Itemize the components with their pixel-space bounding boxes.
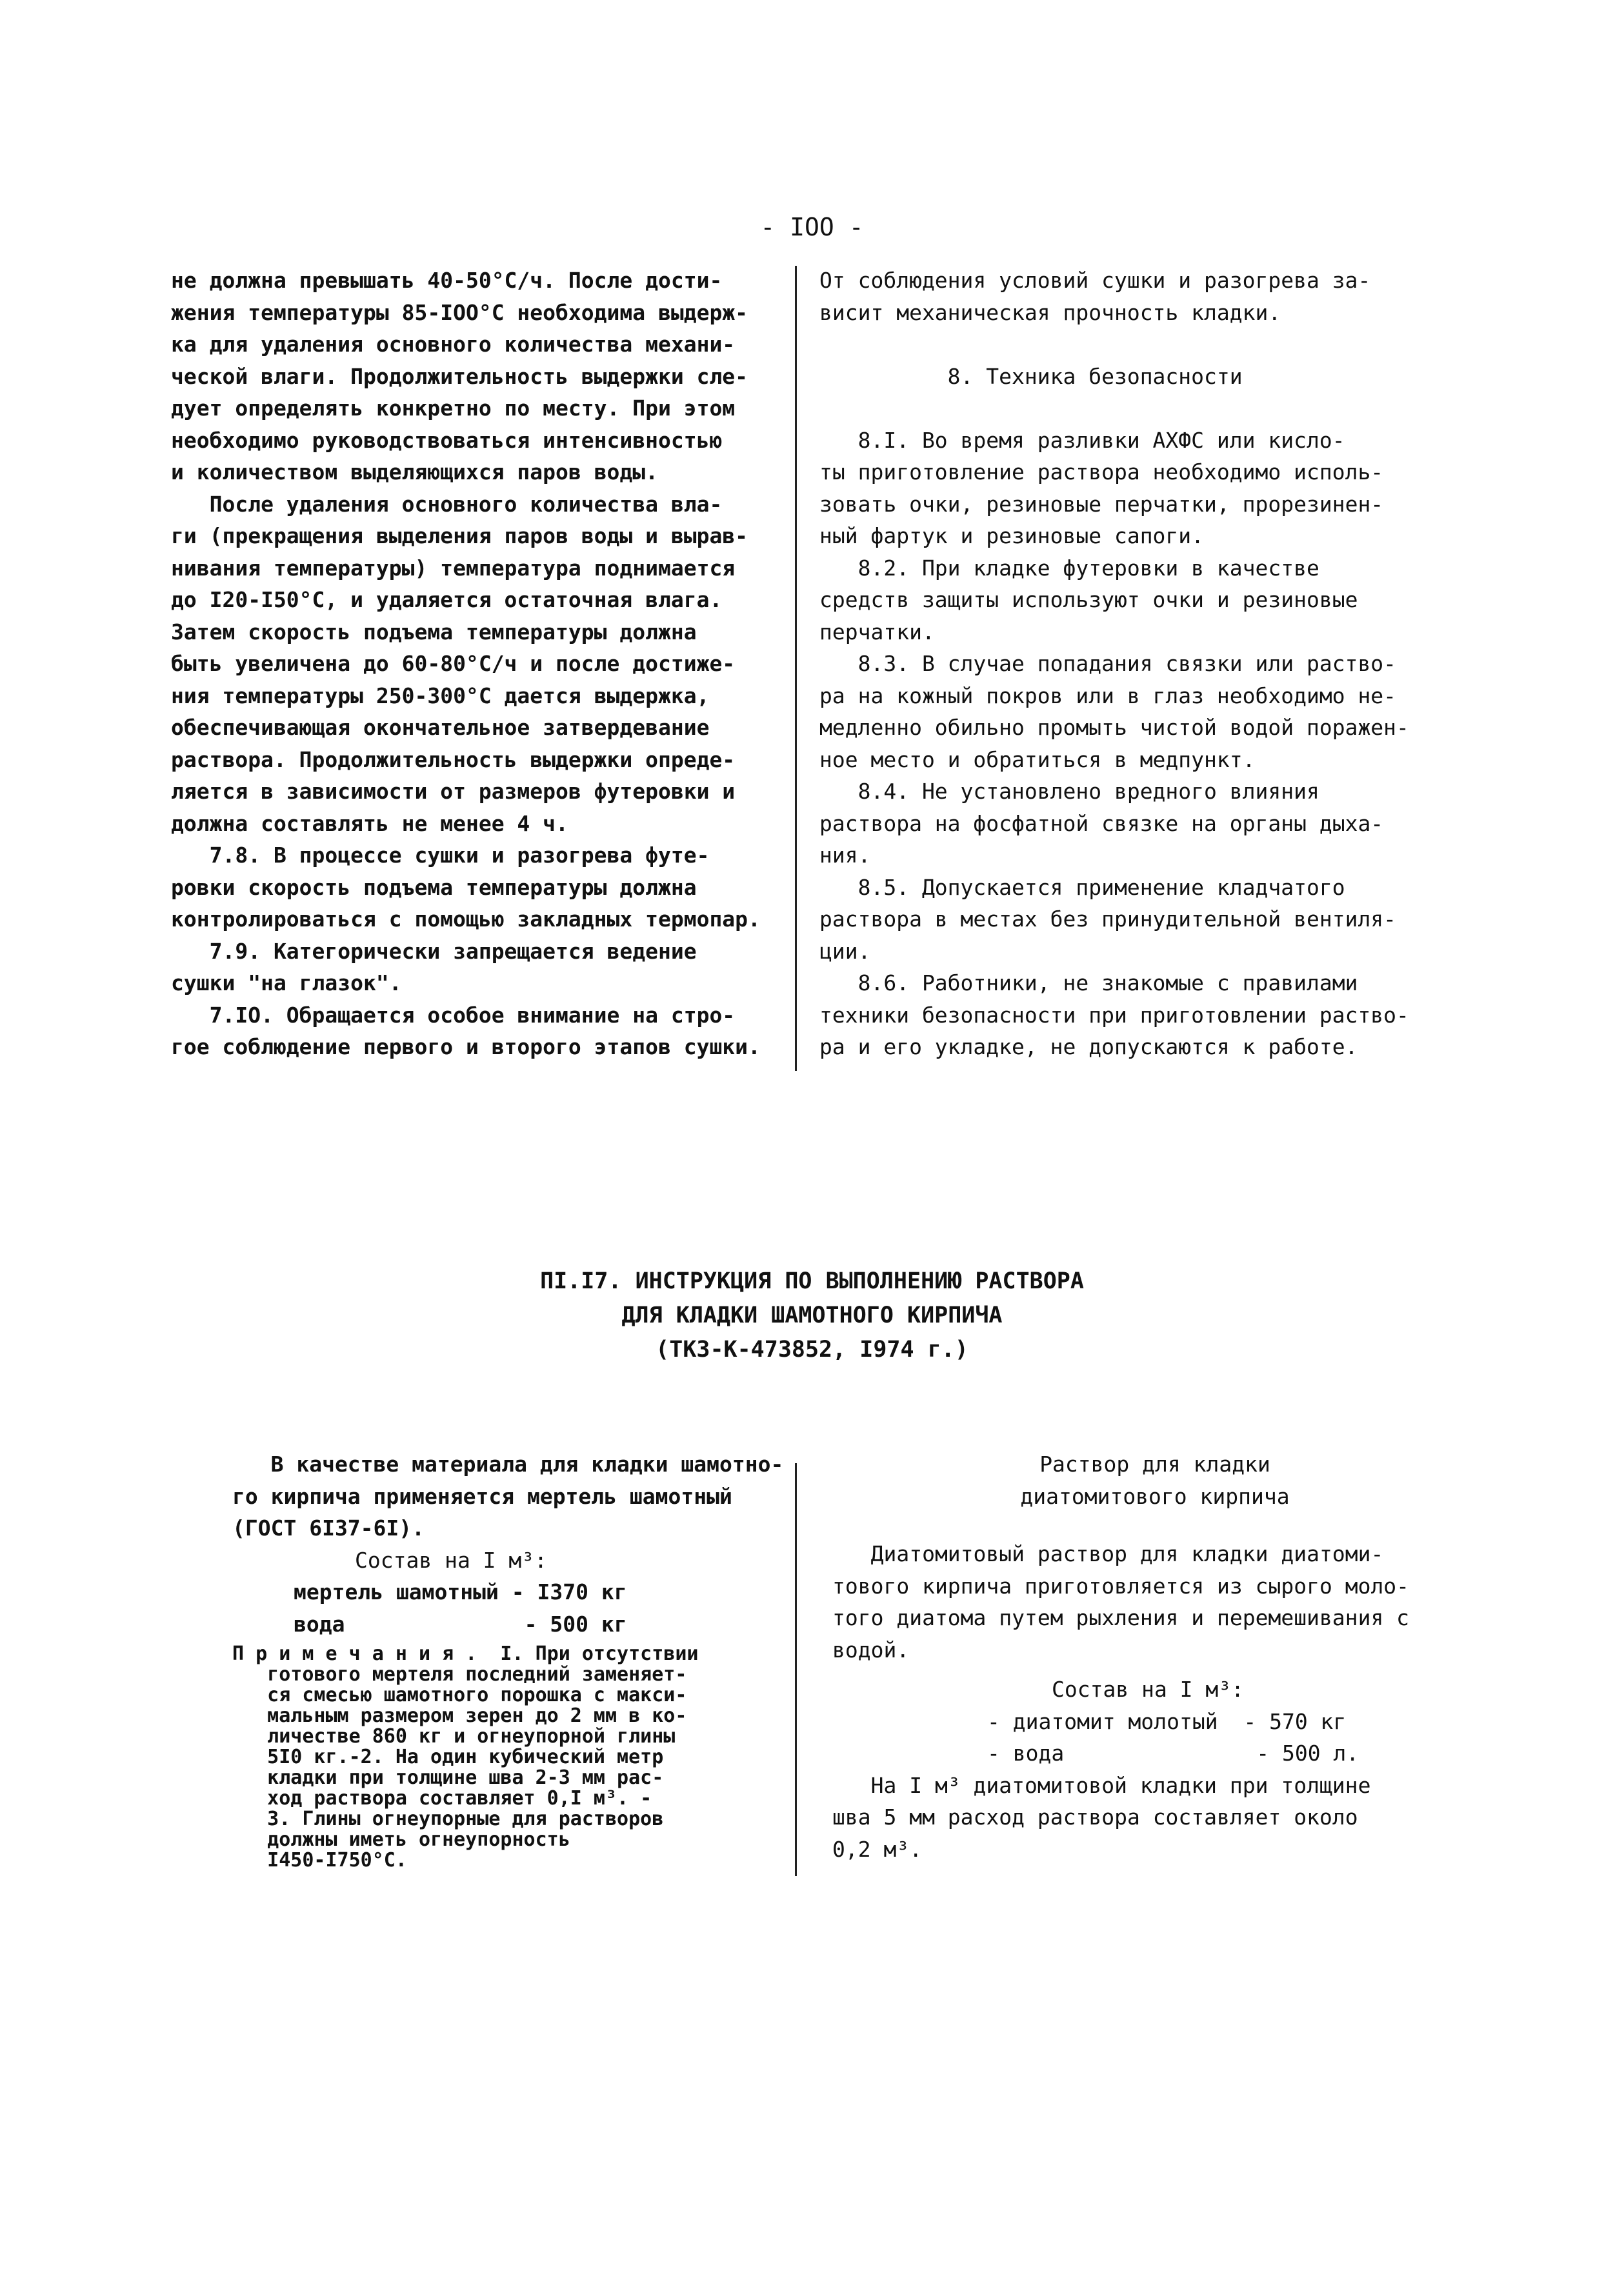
text-line: ты приготовление раствора необходимо исполь- [819,459,1384,485]
composition-item: вода - 500 кг [294,1611,627,1637]
text-line: до I20-I50°С, и удаляется остаточная влага. [171,587,723,612]
text-line: должна составлять не менее 4 ч. [171,810,568,836]
title-line: диатомитового кирпича [1020,1483,1290,1509]
text-line: дует определять конкретно по месту. При этом [171,395,736,421]
note-line: должны иметь огнеупорность [232,1828,570,1851]
text-line: На I м³ диатомитовой кладки при толщине [832,1772,1371,1798]
text-line: жения температуры 85-IOO°С необходима выдерж- [171,299,748,325]
bottom-left-column [232,1448,787,1871]
text-line: В качестве материала для кладки шамотно- [232,1452,784,1477]
text-line: ческой влаги. Продолжительность выдержки сле- [171,363,748,389]
text-line: средств защиты используют очки и резиновые [819,587,1358,612]
title-line: Раствор для кладки [1039,1452,1270,1477]
text-line: ный фартук и резиновые сапоги. [819,523,1205,548]
text-line: ги (прекращения выделения паров воды и вырав- [171,523,748,548]
text-line: 8.2. При кладке футеровки в качестве [819,555,1319,581]
text-line: 8.5. Допускается применение кладчатого [819,874,1345,900]
text-line: 0,2 м³. [832,1836,923,1862]
text-line: не должна превышать 40-50°С/ч. После дости- [171,268,723,293]
text-line: ное место и обратиться в медпункт. [819,746,1256,772]
text-line: перчатки. [819,619,935,644]
text-line: ния. [819,843,871,868]
text-line: 7.IO. Обращается особое внимание на стро- [171,1002,736,1028]
text-line: раствора. Продолжительность выдержки опреде- [171,746,736,772]
text-line: После удаления основного количества вла- [171,491,723,517]
note-line: личестве 860 кг и огнеупорной глины [232,1725,676,1748]
column-divider-bottom [795,1463,797,1876]
text-line: ния температуры 250-300°С дается выдержка, [171,683,710,708]
text-line: быть увеличена до 60-80°С/ч и после достиже- [171,651,736,676]
note-line: ся смесью шамотного порошка с макси- [232,1684,687,1706]
text-line: ляется в зависимости от размеров футеровки и [171,779,736,804]
text-line: медленно обильно промыть чистой водой поражен- [819,715,1409,740]
note-line: 3. Глины огнеупорные для растворов [232,1808,664,1830]
text-line: того диатома путем рыхления и перемешивания с [832,1605,1410,1630]
bottom-right-column [832,1448,1478,1865]
intro-paragraph [232,1448,787,1544]
note-line: 5I0 кг.-2. На один кубический метр [232,1746,664,1768]
text-line: 7.8. В процессе сушки и разогрева футе- [171,843,710,868]
text-line: 8. Техника безопасности [819,363,1243,389]
text-line: необходимо руководствоваться интенсивностью [171,427,723,453]
note-line: кладки при толщине шва 2-3 мм рас- [232,1766,664,1789]
text-line: нивания температуры) температура поднимается [171,555,736,581]
text-line: 8.4. Не установлено вредного влияния [819,779,1319,804]
subsection-title [832,1448,1478,1512]
composition-title: Состав на I м³: [355,1547,548,1573]
text-line: обеспечивающая окончательное затвердевание [171,715,710,740]
note-line: П р и м е ч а н и я . I. При отсутствии [232,1643,699,1665]
text-line: тового кирпича приготовляется из сырого моло- [832,1573,1410,1599]
text-line: 7.9. Категорически запрещается ведение [171,938,697,964]
diatomite-paragraph [832,1538,1478,1666]
text-line: 8.I. Во время разливки АХФС или кисло- [819,427,1345,453]
note-line: ход раствора составляет 0,I м³. - [232,1787,652,1810]
note-line: готового мертеля последний заменяет- [232,1663,687,1686]
note-line: I450-I750°С. [232,1849,407,1872]
text-line: Затем скорость подъема температуры должна [171,619,697,644]
text-line: Диатомитовый раствор для кладки диатоми- [832,1541,1384,1566]
composition-item: - вода - 500 л. [987,1741,1359,1766]
note-line: мальным размером зерен до 2 мм в ко- [232,1704,687,1727]
column-divider-top [795,266,797,1071]
text-line: ра и его укладке, не допускаются к работе. [819,1034,1358,1059]
text-line: раствора на фосфатной связке на органы дыха- [819,810,1384,836]
page-number: - IOO - [760,213,864,241]
text-line: (ГОСТ 6I37-6I). [232,1515,425,1541]
heading-line: ДЛЯ КЛАДКИ ШАМОТНОГО КИРПИЧА [621,1303,1003,1328]
consumption-paragraph [832,1770,1478,1866]
text-line: 8.6. Работники, не знакомые с правилами [819,970,1358,995]
text-line: и количеством выделяющихся паров воды. [171,459,658,485]
text-line [819,328,1497,361]
text-line: сушки "на глазок". [171,970,402,995]
composition-list [832,1706,1478,1770]
top-left-column [171,265,784,1063]
text-line: шва 5 мм расход раствора составляет около [832,1804,1358,1830]
composition-title: Состав на I м³: [1052,1677,1245,1702]
heading-line: ПI.I7. ИНСТРУКЦИЯ ПО ВЫПОЛНЕНИЮ РАСТВОРА [540,1268,1084,1294]
notes-block [232,1644,787,1871]
text-line: ра на кожный покров или в глаз необходимо не- [819,683,1397,708]
text-line: раствора в местах без принудительной вентиля- [819,906,1397,932]
text-line: висит механическая прочность кладки. [819,299,1281,325]
text-line: техники безопасности при приготовлении раство- [819,1002,1409,1028]
text-line: ка для удаления основного количества механи- [171,332,736,357]
top-right-column [819,265,1497,1063]
text-line: зовать очки, резиновые перчатки, прорезинен- [819,491,1384,517]
text-line: водой. [832,1637,910,1663]
text-line: го кирпича применяется мертель шамотный [232,1483,732,1509]
text-line: От соблюдения условий сушки и разогрева за- [819,268,1371,293]
composition-list [232,1576,787,1640]
text-line [819,392,1497,425]
text-line: ции. [819,938,871,964]
section-heading [0,1264,1624,1367]
heading-line: (ТКЗ-К-473852, I974 г.) [656,1337,968,1363]
text-line: 8.3. В случае попадания связки или раство- [819,651,1397,676]
text-line: ровки скорость подъема температуры должна [171,874,697,900]
text-line: контролироваться с помощью закладных термопар. [171,906,761,932]
composition-item: - диатомит молотый - 570 кг [987,1708,1347,1734]
composition-item: мертель шамотный - I370 кг [294,1579,627,1604]
text-line: гое соблюдение первого и второго этапов сушки. [171,1034,761,1059]
